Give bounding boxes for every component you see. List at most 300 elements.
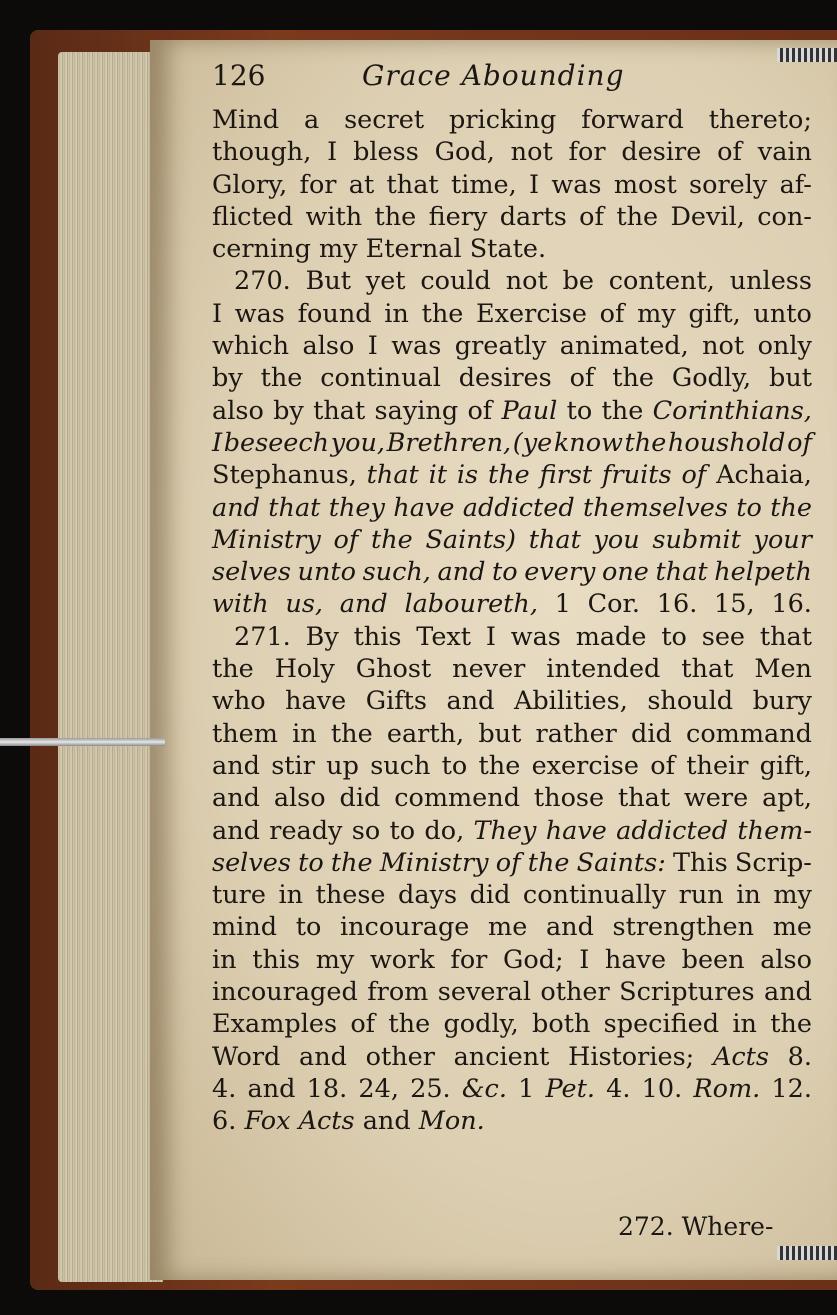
- text-word: 12.: [771, 1073, 812, 1104]
- running-head: Grace Abounding: [362, 59, 625, 92]
- text-word: other: [540, 977, 610, 1008]
- text-word: your: [753, 524, 812, 555]
- text-word: secret: [344, 105, 425, 135]
- text-line: [212, 1073, 812, 1105]
- text-word: also: [273, 783, 326, 814]
- text-word: mind: [212, 912, 278, 943]
- text-word: my: [773, 880, 812, 911]
- text-word: the: [260, 363, 303, 394]
- text-word: but: [769, 363, 812, 394]
- text-word: of: [787, 427, 812, 458]
- text-word: though,: [212, 137, 312, 168]
- text-word: in: [732, 1009, 757, 1040]
- text-word: of: [333, 524, 359, 555]
- text-word: Cor.: [587, 589, 641, 620]
- text-word: of: [681, 460, 707, 491]
- text-word: in: [212, 944, 237, 975]
- text-word: Histories;: [568, 1041, 695, 1072]
- text-word: &c.: [461, 1073, 507, 1104]
- text-word: have: [545, 815, 607, 846]
- text-word: to: [389, 815, 416, 846]
- text-word: for: [450, 944, 488, 975]
- text-word: that: [386, 169, 439, 200]
- text-word: addicted: [462, 492, 575, 523]
- text-word: which: [212, 331, 290, 362]
- text-word: I: [212, 298, 223, 329]
- text-word: I: [327, 137, 338, 168]
- text-word: I: [212, 427, 223, 458]
- text-word: found: [297, 298, 372, 329]
- text-word: other: [365, 1041, 435, 1072]
- text-word: Stephanus,: [212, 460, 357, 491]
- text-word: but: [478, 718, 522, 749]
- text-word: desires: [458, 363, 552, 394]
- text-word: that: [617, 783, 671, 814]
- text-word: fiery: [428, 201, 488, 232]
- text-word: incourage: [339, 912, 470, 943]
- text-word: first: [539, 460, 593, 491]
- text-word: from: [367, 977, 429, 1008]
- text-word: have: [393, 492, 455, 523]
- text-word: those: [533, 783, 605, 814]
- text-line: [212, 621, 812, 653]
- text-word: Achaia,: [716, 460, 812, 491]
- text-word: content,: [608, 266, 715, 297]
- text-word: that: [366, 460, 419, 491]
- text-word: 15,: [714, 589, 755, 620]
- text-line: [212, 847, 812, 879]
- text-word: to: [566, 395, 593, 426]
- text-line: [212, 1008, 812, 1040]
- text-word: and: [212, 783, 260, 814]
- text-word: 8.: [787, 1041, 812, 1072]
- text-line: [212, 265, 812, 297]
- text-word: that: [268, 492, 321, 523]
- text-word: and: [764, 977, 812, 1008]
- text-line: [212, 653, 812, 685]
- text-word: God,: [434, 137, 495, 168]
- text-word: it: [428, 460, 448, 491]
- text-line: [212, 815, 812, 847]
- text-word: the: [612, 363, 654, 394]
- text-word: also: [760, 944, 812, 975]
- text-word: Corinthians,: [652, 395, 812, 426]
- text-word: rather: [535, 718, 617, 749]
- text-line: [212, 201, 812, 233]
- text-word: gift,: [688, 298, 741, 329]
- text-line: [212, 911, 812, 943]
- text-word: 270.: [234, 266, 291, 297]
- text-word: Text: [416, 621, 472, 652]
- text-word: in: [384, 298, 409, 329]
- text-segment: Fox Acts: [244, 1106, 355, 1137]
- text-word: was: [391, 331, 442, 362]
- text-word: Ghost: [355, 654, 432, 685]
- text-word: and: [437, 557, 486, 588]
- text-word: me: [488, 912, 528, 943]
- text-word: exercise: [531, 750, 639, 781]
- text-word: in: [278, 880, 304, 911]
- text-word: be: [562, 266, 594, 297]
- text-word: incouraged: [212, 977, 358, 1008]
- text-line: [212, 330, 812, 362]
- text-word: of: [579, 201, 604, 232]
- text-word: I: [485, 621, 496, 652]
- text-word: the: [770, 1009, 812, 1040]
- text-line: [212, 524, 812, 556]
- text-word: us,: [285, 589, 324, 620]
- text-word: every: [524, 557, 596, 588]
- text-line: [212, 588, 812, 620]
- text-word: command: [686, 718, 812, 749]
- text-word: them-: [737, 815, 812, 846]
- text-word: unto: [297, 557, 356, 588]
- text-line: [212, 750, 812, 782]
- text-word: the: [374, 201, 417, 232]
- text-word: these: [315, 880, 386, 911]
- text-word: that: [759, 621, 812, 652]
- text-word: were: [683, 783, 749, 814]
- text-word: not: [702, 331, 745, 362]
- text-word: By: [305, 621, 339, 652]
- text-word: up: [326, 750, 359, 781]
- text-word: con-: [757, 201, 812, 232]
- text-word: with: [305, 201, 363, 232]
- catchword: 272. Where-: [618, 1212, 774, 1241]
- text-word: so: [351, 815, 381, 846]
- text-word: should: [647, 686, 734, 717]
- text-word: who: [212, 686, 266, 717]
- text-word: 271.: [234, 621, 291, 652]
- text-word: was: [510, 621, 561, 652]
- text-word: 18.: [306, 1073, 348, 1104]
- text-line: [212, 556, 812, 588]
- text-word: did: [469, 880, 511, 911]
- text-word: Acts: [712, 1041, 769, 1072]
- text-word: 24,: [358, 1073, 399, 1104]
- text-word: the: [488, 460, 530, 491]
- text-word: to: [492, 557, 518, 588]
- text-line: [212, 1041, 812, 1073]
- text-word: was: [234, 298, 285, 329]
- text-line: [212, 718, 812, 750]
- text-word: you: [593, 524, 640, 555]
- text-word: This: [673, 847, 728, 878]
- text-word: ancient: [453, 1041, 550, 1072]
- text-segment: Mon.: [418, 1106, 485, 1137]
- text-word: flicted: [212, 201, 294, 232]
- text-word: intended: [546, 654, 661, 685]
- text-word: thereto;: [708, 105, 812, 135]
- text-word: the: [624, 427, 667, 458]
- text-word: never: [452, 654, 526, 685]
- text-word: godly,: [443, 1009, 519, 1040]
- text-word: by: [212, 363, 243, 394]
- text-word: of: [599, 298, 625, 329]
- text-word: Devil,: [670, 201, 745, 232]
- text-word: for: [568, 137, 606, 168]
- text-word: Godly,: [671, 363, 752, 394]
- text-line: [212, 427, 812, 459]
- text-word: Exercise: [476, 298, 587, 329]
- text-word: pricking: [449, 105, 557, 135]
- text-word: one: [602, 557, 649, 588]
- text-word: that: [528, 524, 581, 555]
- text-word: see: [701, 621, 746, 652]
- text-word: 4.: [212, 1073, 237, 1104]
- text-word: strengthen: [612, 912, 755, 943]
- text-word: I: [579, 944, 590, 975]
- text-word: apt,: [762, 783, 812, 814]
- text-word: their: [686, 750, 749, 781]
- text-word: my: [637, 298, 676, 329]
- text-word: of: [495, 847, 521, 878]
- text-line: [212, 298, 812, 330]
- text-word: have: [604, 944, 667, 975]
- text-word: Pet.: [545, 1073, 595, 1104]
- text-word: earth,: [386, 718, 465, 749]
- text-word: stir: [271, 750, 315, 781]
- text-word: Rom.: [693, 1073, 761, 1104]
- text-word: and: [212, 815, 260, 846]
- text-word: could: [420, 266, 491, 297]
- text-word: Scrip-: [734, 847, 812, 878]
- text-word: me: [772, 912, 812, 943]
- text-word: was: [551, 169, 602, 200]
- text-word: the: [330, 718, 373, 749]
- text-word: commend: [394, 783, 521, 814]
- clasp-bottom: [777, 1246, 837, 1260]
- text-word: af-: [779, 169, 812, 200]
- text-segment: cerning my Eternal State.: [212, 234, 547, 265]
- text-word: you,: [330, 427, 386, 458]
- text-word: Saints:: [576, 847, 666, 878]
- text-word: yet: [365, 266, 406, 297]
- text-line: [212, 976, 812, 1008]
- text-word: them: [212, 718, 278, 749]
- text-word: fruits: [602, 460, 672, 491]
- text-word: (ye: [512, 427, 553, 458]
- text-word: time,: [450, 169, 517, 200]
- text-word: a: [303, 105, 320, 135]
- text-word: Men: [754, 654, 812, 685]
- text-word: unless: [729, 266, 812, 297]
- text-word: they: [328, 492, 385, 523]
- text-word: run: [678, 880, 724, 911]
- text-word: 10.: [641, 1073, 683, 1104]
- text-word: both: [532, 1009, 591, 1040]
- text-word: God;: [502, 944, 564, 975]
- text-word: been: [681, 944, 745, 975]
- text-line: [212, 136, 812, 168]
- text-word: of: [569, 363, 595, 394]
- text-word: not: [510, 137, 553, 168]
- text-word: and: [299, 1041, 347, 1072]
- text-word: most: [613, 169, 677, 200]
- text-word: continual: [320, 363, 441, 394]
- text-word: Gifts: [365, 686, 428, 717]
- text-word: submit: [652, 524, 741, 555]
- text-word: also: [212, 395, 264, 426]
- page-header: [212, 60, 812, 104]
- text-word: have: [285, 686, 347, 717]
- text-word: that: [313, 395, 366, 426]
- text-word: the: [478, 750, 521, 781]
- text-word: 1: [518, 1073, 535, 1104]
- text-word: I: [367, 331, 378, 362]
- text-word: made: [575, 621, 647, 652]
- text-word: that: [681, 654, 734, 685]
- text-word: sorely: [689, 169, 768, 200]
- text-word: greatly: [454, 331, 547, 362]
- text-word: Mind: [212, 105, 280, 135]
- text-line: [212, 685, 812, 717]
- text-word: this: [252, 944, 301, 975]
- text-word: gift,: [759, 750, 812, 781]
- text-word: also: [302, 331, 355, 362]
- text-word: 16.: [656, 589, 698, 620]
- text-word: selves: [212, 847, 291, 878]
- text-word: bury: [752, 686, 812, 717]
- page-edges: [58, 52, 163, 1282]
- text-word: the: [330, 847, 373, 878]
- text-word: for: [299, 169, 337, 200]
- text-word: and: [339, 589, 388, 620]
- text-word: to: [295, 912, 322, 943]
- text-line: [212, 459, 812, 491]
- text-word: and: [247, 1073, 296, 1104]
- text-segment: 6.: [212, 1106, 245, 1137]
- text-word: bless: [353, 137, 419, 168]
- text-word: in: [292, 718, 317, 749]
- text-line: [212, 233, 812, 265]
- text-word: not: [505, 266, 548, 297]
- text-word: beseech: [223, 427, 330, 458]
- text-word: only: [757, 331, 812, 362]
- text-word: 25.: [410, 1073, 451, 1104]
- text-word: at: [348, 169, 375, 200]
- text-word: to: [441, 750, 468, 781]
- text-word: ready: [269, 815, 343, 846]
- text-word: 1: [554, 589, 571, 620]
- text-word: with: [212, 589, 269, 620]
- text-word: darts: [499, 201, 567, 232]
- text-word: the: [388, 1009, 431, 1040]
- text-word: the: [616, 201, 659, 232]
- text-word: of: [717, 137, 742, 168]
- text-line: [212, 879, 812, 911]
- text-word: to: [298, 847, 324, 878]
- text-word: and: [545, 912, 594, 943]
- text-word: themselves: [583, 492, 728, 523]
- text-word: the: [601, 395, 644, 426]
- text-word: in: [736, 880, 761, 911]
- text-word: this: [353, 621, 402, 652]
- text-word: the: [370, 524, 413, 555]
- page-marker-strip: [0, 738, 165, 746]
- text-word: Holy: [274, 654, 335, 685]
- text-word: saying: [374, 395, 459, 426]
- text-line: [212, 362, 812, 394]
- text-word: and: [212, 750, 260, 781]
- text-word: Ministry: [212, 524, 321, 555]
- text-word: to: [736, 492, 762, 523]
- text-word: work: [369, 944, 435, 975]
- text-word: days: [398, 880, 458, 911]
- text-word: such,: [362, 557, 431, 588]
- text-word: unto: [753, 298, 812, 329]
- text-word: continually: [522, 880, 667, 911]
- text-line: [212, 395, 812, 427]
- body-text: [212, 104, 812, 1138]
- text-word: 4.: [606, 1073, 631, 1104]
- text-word: Word: [212, 1041, 281, 1072]
- text-word: animated,: [559, 331, 689, 362]
- text-word: houshold: [667, 427, 786, 458]
- text-word: selves: [212, 557, 291, 588]
- text-word: addicted: [616, 815, 729, 846]
- text-word: the: [212, 654, 254, 685]
- text-word: Ministry: [379, 847, 489, 878]
- text-word: Scriptures: [619, 977, 755, 1008]
- text-word: know: [553, 427, 623, 458]
- text-word: Saints): [425, 524, 516, 555]
- text-word: But: [305, 266, 351, 297]
- text-word: such: [370, 750, 431, 781]
- text-word: 16.: [771, 589, 812, 620]
- text-word: and: [212, 492, 260, 523]
- text-line: [212, 104, 812, 136]
- text-word: forward: [581, 105, 684, 135]
- text-word: is: [456, 460, 479, 491]
- text-word: Glory,: [212, 169, 288, 200]
- text-line: [212, 492, 812, 524]
- text-word: vain: [757, 137, 812, 168]
- text-word: of: [467, 395, 493, 426]
- text-word: to: [661, 621, 687, 652]
- text-word: I: [529, 169, 540, 200]
- text-line: [212, 1105, 812, 1137]
- text-word: and: [446, 686, 495, 717]
- text-word: the: [527, 847, 570, 878]
- text-word: by: [273, 395, 304, 426]
- text-word: Brethren,: [386, 427, 512, 458]
- page-text: [212, 60, 812, 1138]
- text-word: several: [437, 977, 531, 1008]
- text-word: do,: [424, 815, 465, 846]
- text-word: ture: [212, 880, 266, 911]
- text-word: They: [473, 815, 537, 846]
- text-word: the: [421, 298, 464, 329]
- text-word: the: [770, 492, 812, 523]
- text-word: laboureth,: [404, 589, 538, 620]
- text-word: my: [315, 944, 355, 975]
- text-word: helpeth: [714, 557, 812, 588]
- text-line: [212, 782, 812, 814]
- text-line: [212, 169, 812, 201]
- page-number: 126: [212, 59, 266, 92]
- text-line: [212, 944, 812, 976]
- text-word: Paul: [501, 395, 558, 426]
- text-word: of: [350, 1009, 376, 1040]
- text-word: Examples: [212, 1009, 338, 1040]
- text-word: desire: [621, 137, 702, 168]
- text-word: did: [339, 783, 381, 814]
- text-word: specified: [603, 1009, 720, 1040]
- text-word: did: [631, 718, 672, 749]
- text-word: Abilities,: [513, 686, 628, 717]
- text-word: of: [650, 750, 676, 781]
